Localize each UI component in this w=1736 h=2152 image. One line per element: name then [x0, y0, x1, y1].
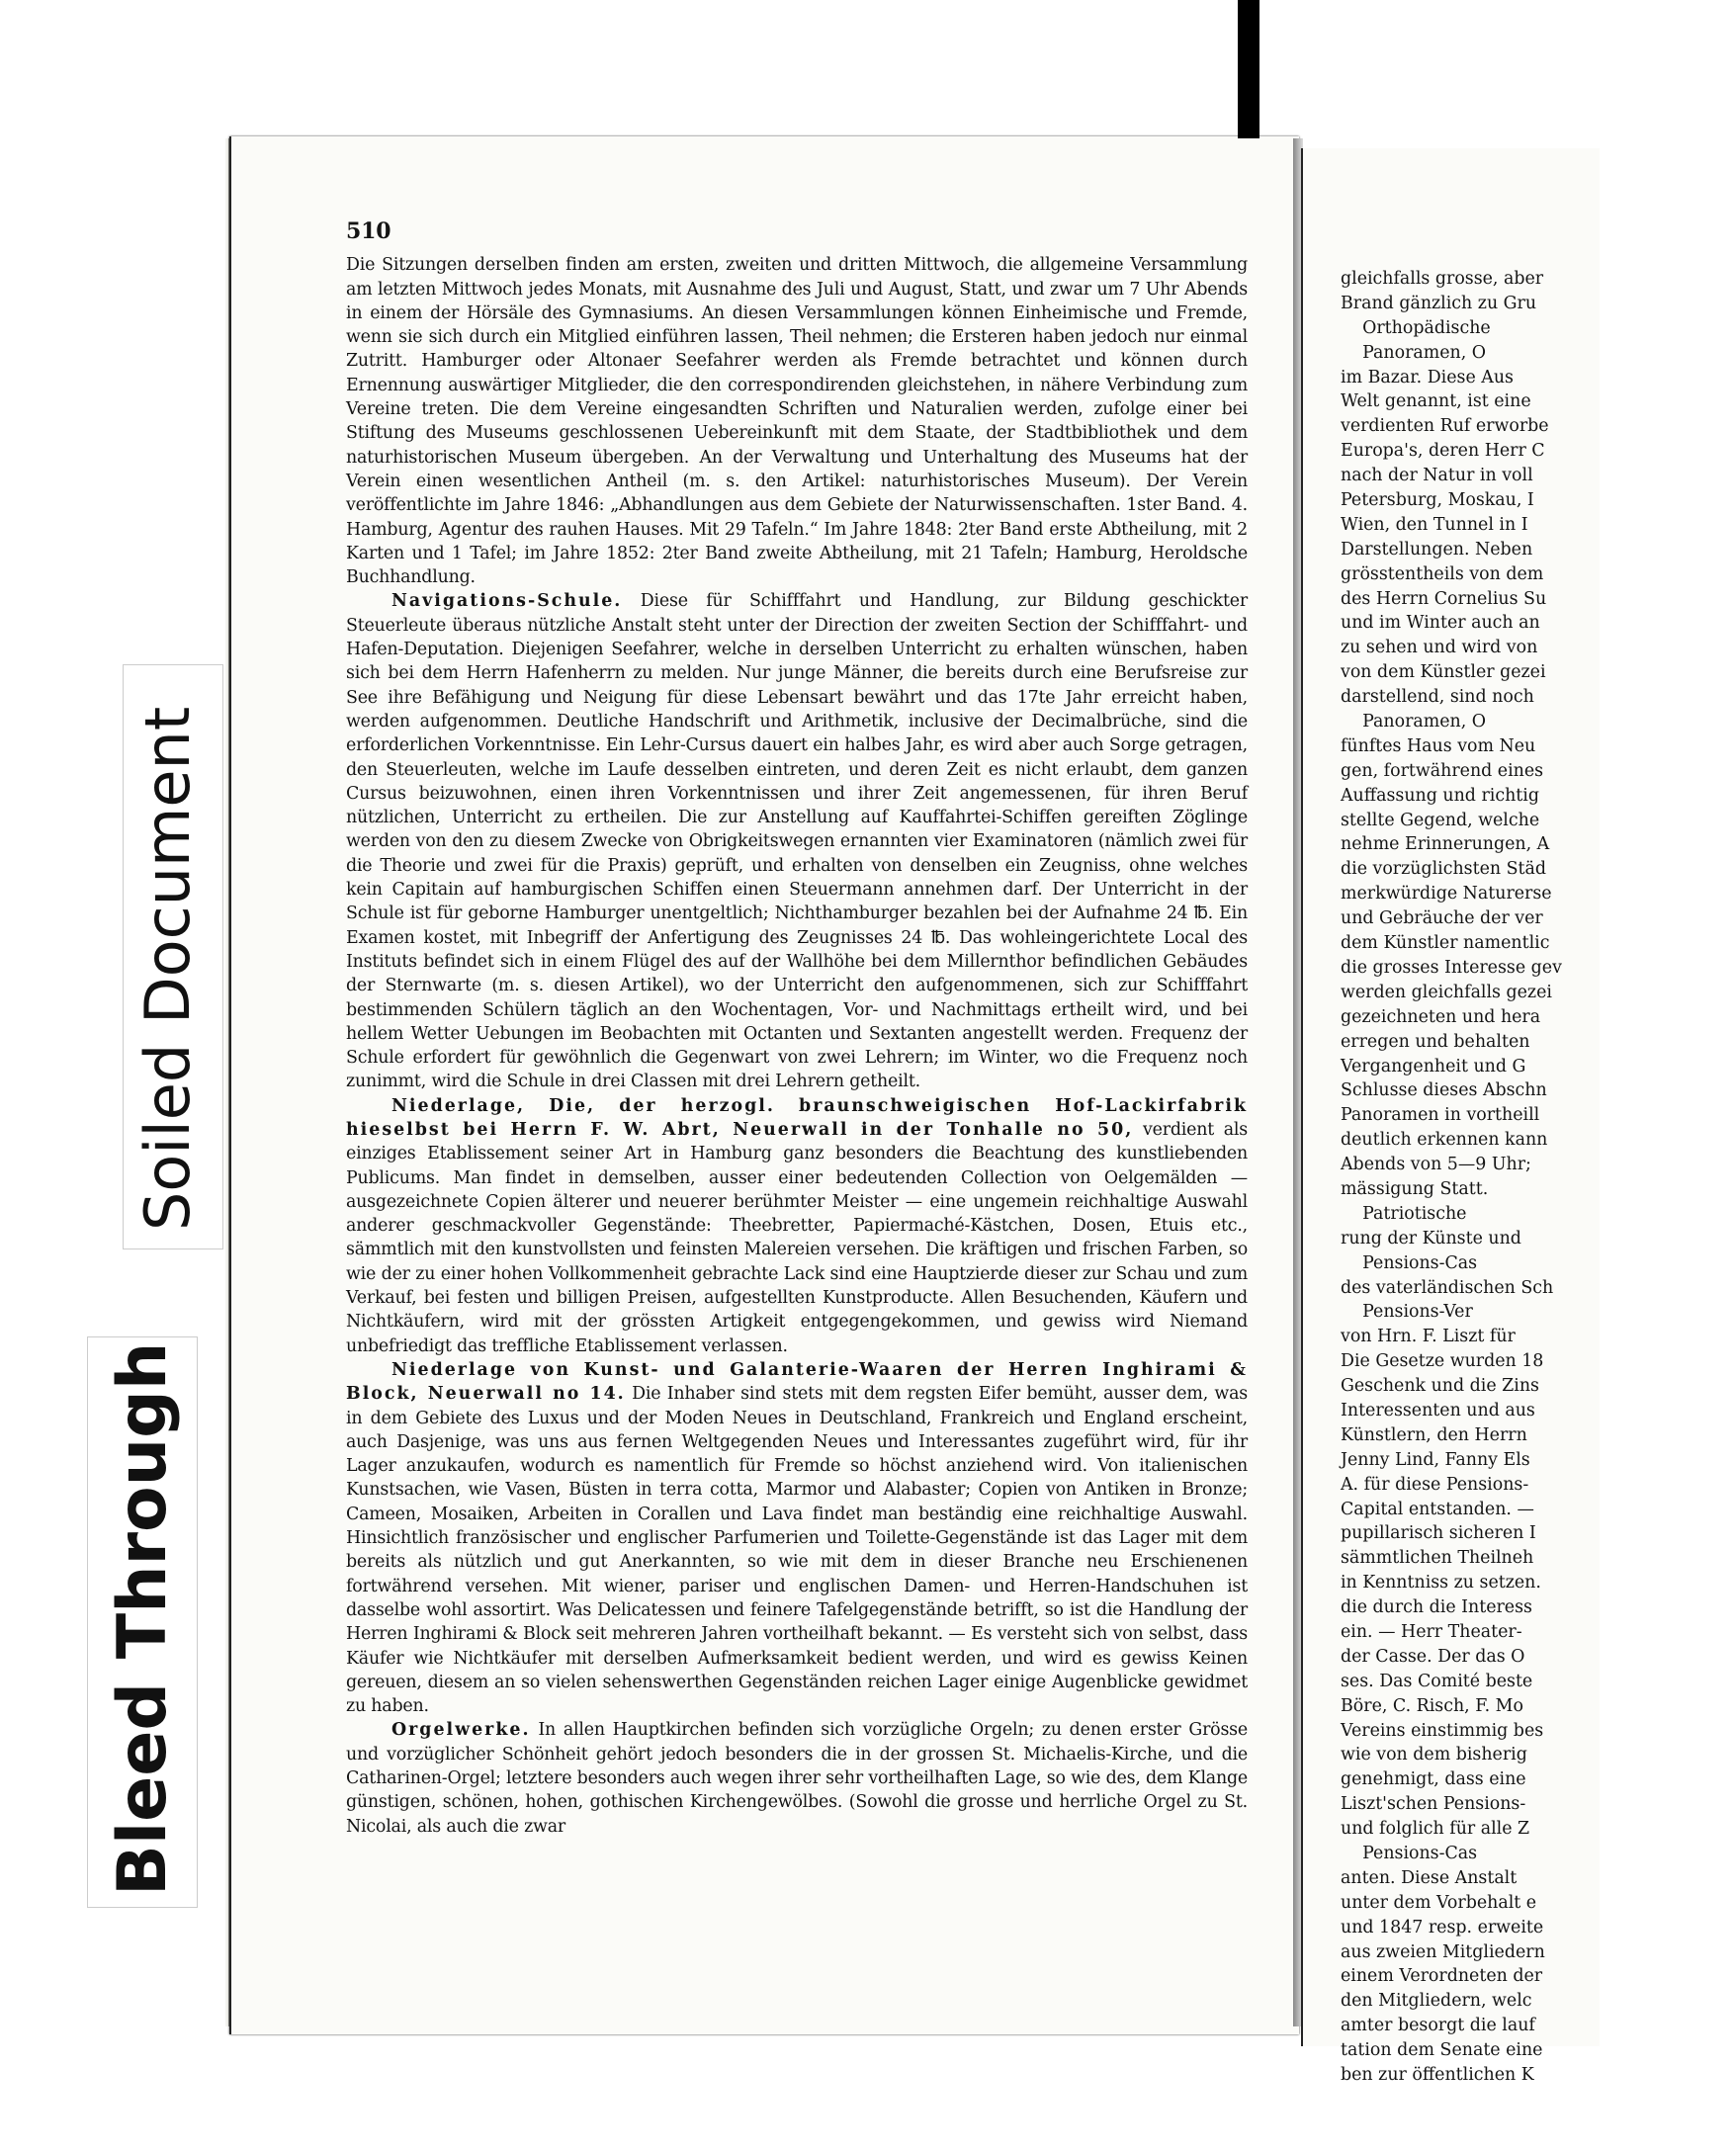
- bleed-through-label: [87, 1336, 198, 1908]
- right-page-line: und folglich für alle Z: [1341, 1819, 1530, 1840]
- right-page-line: nehme Erinnerungen, A: [1341, 834, 1550, 855]
- entry-paragraph: [346, 1094, 1248, 1358]
- right-page-line: ben zur öffentlichen K: [1341, 2065, 1534, 2086]
- right-page-line: Jenny Lind, Fanny Els: [1341, 1449, 1530, 1470]
- right-page-line: zu sehen und wird von: [1341, 638, 1538, 658]
- continued-paragraph: [346, 253, 1248, 589]
- page-number: 510: [346, 218, 391, 244]
- right-page-line: Liszt'schen Pensions-: [1341, 1794, 1526, 1815]
- right-page-line: Petersburg, Moskau, I: [1341, 490, 1534, 511]
- right-page-line: Böre, C. Risch, F. Mo: [1341, 1695, 1523, 1716]
- right-page-line: Pensions-Cas: [1341, 1252, 1478, 1273]
- paragraph-list: [346, 253, 1248, 1839]
- entry-title: Niederlage von Kunst- und Galanterie-Waaren der Herren Inghirami & Block, Neuerwall no 14.: [346, 1359, 1248, 1405]
- right-page-line: im Bazar. Diese Aus: [1341, 367, 1514, 387]
- right-page-line: Wien, den Tunnel in I: [1341, 514, 1528, 535]
- right-page-line: unter dem Vorbehalt e: [1341, 1892, 1537, 1913]
- entry-body: Diese für Schifffahrt und Handlung, zur Bildung geschickter Steuerleute überaus nützliche Anstalt steht unter der Direction der zweiten Section der Schifffahrt- und Hafen-Deputation. Diejenigen Seefahrer, welche in derselben Unterricht zu erhalten wünschen, haben sich bei dem Herrn Hafenherrn zu melden. Nur junge Männer, die bereits durch eine Berufsreise zur See ihre Befähigung und Neigung für diese Lebensart bewährt und das 17te Jahr erreicht haben, werden aufgenommen. Deutliche Handschrift und Arithmetik, inclusive der Decimalbrüche, sind die erforderlichen Vorkenntnisse. Ein Lehr-Cursus dauert ein halbes Jahr, es wird aber auch Sorge getragen, den Steuerleuten, welche im Laufe desselben eintreten, und deren Zeit es nicht erlaubt, dem ganzen Cursus beizuwohnen, einen ihren Vorkenntnissen und ihrer Zeit angemessenen, für ihren Beruf nützlichen, Unterricht zu ertheilen. Die zur Anstellung auf Kauffahrtei-Schiffen gereiften Zöglinge werden von den zu diesem Zwecke von Obrigkeitswegen ernannten vier Examinatoren (nämlich zwei für die Theorie und zwei für die Praxis) geprüft, und erhalten von denselben ein Zeugniss, ohne welches kein Capitain auf hamburgischen Schiffen einen Steuermann annehmen darf. Der Unterricht in der Schule ist für geborne Hamburger unentgeltlich; Nichthamburger bezahlen bei der Aufnahme 24 ℔. Ein Examen kostet, mit Inbegriff der Anfertigung des Zeugnisses 24 ℔. Das wohleingerichtete Local des Instituts befindet sich in einem Flügel des auf der Wallhöhe bei dem Millernthor befindlichen Gebäudes der Sternwarte (m. s. diesen Artikel), wo der Unterricht den aufgenommenen, sich zur Schifffahrt bestimmenden Schülern täglich an den Wochentagen, Vor- und Nachmittags ertheilt wird, und bei hellem Wetter Uebungen im Beobachten mit Octanten und Sextanten angestellt werden. Frequenz der Schule erfordert für gewöhnlich die Gegenwart von zwei Lehrern; im Winter, wo die Frequenz noch zunimmt, wird die Schule in drei Classen mit drei Lehrern getheilt.: [346, 591, 1248, 1092]
- right-page-line: und Gebräuche der ver: [1341, 908, 1543, 929]
- right-page-line: merkwürdige Naturerse: [1341, 884, 1552, 904]
- right-page-line: fünftes Haus vom Neu: [1341, 735, 1536, 756]
- right-page-line: Auffassung und richtig: [1341, 785, 1539, 806]
- right-page-line: in Kenntniss zu setzen.: [1341, 1573, 1541, 1593]
- entry-paragraph: [346, 1718, 1248, 1838]
- right-page-line: verdienten Ruf erworbe: [1341, 416, 1549, 437]
- right-page-line: Patriotische: [1341, 1203, 1467, 1224]
- entry-title: Navigations-Schule.: [391, 591, 623, 612]
- right-page-line: den Mitgliedern, welc: [1341, 1991, 1532, 2012]
- right-page-line: pupillarisch sicheren I: [1341, 1523, 1536, 1544]
- right-page-line: die durch die Interess: [1341, 1597, 1532, 1618]
- right-page-line: einem Verordneten der: [1341, 1966, 1543, 1987]
- right-page-line: und im Winter auch an: [1341, 613, 1540, 634]
- right-page-line: tation dem Senate eine: [1341, 2040, 1543, 2061]
- right-page-line: anten. Diese Anstalt: [1341, 1867, 1518, 1888]
- right-page-line: genehmigt, dass eine: [1341, 1769, 1526, 1790]
- right-page-line: rung der Künste und: [1341, 1228, 1521, 1248]
- right-page-line: Capital entstanden. —: [1341, 1499, 1534, 1519]
- right-page-line: ses. Das Comité beste: [1341, 1671, 1533, 1691]
- soiled-document-label: [123, 664, 223, 1249]
- binding-strip: [1238, 0, 1259, 138]
- entry-title: Orgelwerke.: [391, 1720, 531, 1741]
- right-page-line: Brand gänzlich zu Gru: [1341, 293, 1537, 313]
- right-page-line: der Casse. Der das O: [1341, 1646, 1525, 1667]
- entry-body: verdient als einziges Etablissement seiner Art in Hamburg ganz besonders die Beachtung des kunstliebenden Publicums. Man findet in demselben, ausser einer bedeutenden Collection von Oelgemälden — ausgezeichnete Copien älterer und neuerer berühmter Meister — eine ungemein reichhaltige Auswahl anderer geschmackvoller Gegenstände: Theebretter, Papiermaché-Kästchen, Dosen, Etuis etc., sämmtlich mit den kunstvollsten und feinsten Malereien versehen. Die kräftigen und frischen Farben, so wie der zu einer hohen Vollkommenheit gebrachte Lack sind eine Hauptzierde dieser zur Schau und zum Verkauf, bei festen und billigen Preisen, aufgestellten Kunstproducte. Allen Besuchenden, Käufern und Nichtkäufern, wird mit der grössten Artigkeit entgegengekommen, und gewiss wird Niemand unbefriedigt das treffliche Etablissement verlassen.: [346, 1119, 1248, 1356]
- right-page-line: Panoramen, O: [1341, 712, 1487, 732]
- entry-title: Niederlage, Die, der herzogl. braunschweigischen Hof-Lackirfabrik hieselbst bei Herrn F. W. Abrt, Neuerwall in der Tonhalle no 50,: [346, 1095, 1248, 1140]
- right-page-line: Abends von 5—9 Uhr;: [1341, 1155, 1531, 1175]
- right-page-line: Schlusse dieses Abschn: [1341, 1080, 1547, 1101]
- right-page-line: dem Künstler namentlic: [1341, 933, 1550, 954]
- entry-paragraph: [346, 589, 1248, 1093]
- right-page-line: Die Gesetze wurden 18: [1341, 1351, 1544, 1372]
- right-page-line: von Hrn. F. Liszt für: [1341, 1327, 1516, 1347]
- right-page-line: A. für diese Pensions-: [1341, 1474, 1529, 1495]
- right-page-line: Europa's, deren Herr C: [1341, 441, 1545, 462]
- right-page-line: Pensions-Cas: [1341, 1844, 1478, 1863]
- right-page-line: werden gleichfalls gezei: [1341, 982, 1552, 1002]
- right-page-line: Panoramen, O: [1341, 342, 1487, 363]
- right-page-line: erregen und behalten: [1341, 1031, 1530, 1052]
- entry-paragraph: [346, 1358, 1248, 1718]
- right-page-line: die grosses Interesse gev: [1341, 957, 1562, 978]
- right-page-line: grösstentheils von dem: [1341, 563, 1544, 584]
- right-page-line: Interessenten und aus: [1341, 1400, 1535, 1420]
- bleed-label-text: Bleed Through: [104, 1341, 182, 1896]
- right-page-text: [1341, 267, 1736, 2088]
- right-page-line: Vereins einstimmig bes: [1341, 1720, 1544, 1741]
- right-page-line: mässigung Statt.: [1341, 1178, 1489, 1199]
- right-page-line: von dem Künstler gezei: [1341, 662, 1546, 683]
- right-page-line: des Herrn Cornelius Su: [1341, 588, 1547, 609]
- right-page-line: Pensions-Ver: [1341, 1302, 1473, 1323]
- right-page-line: deutlich erkennen kann: [1341, 1130, 1548, 1151]
- right-page-line: gen, fortwährend eines: [1341, 760, 1544, 781]
- right-page-line: ein. — Herr Theater-: [1341, 1621, 1522, 1642]
- right-page-line: nach der Natur in voll: [1341, 466, 1533, 486]
- right-page-line: aus zweien Mitgliedern: [1341, 1941, 1545, 1962]
- left-page-text: [346, 219, 1248, 1839]
- entry-body: Die Inhaber sind stets mit dem regsten Eifer bemüht, ausser dem, was in dem Gebiete des Luxus und der Moden Neues in Deutschland, Frankreich und England erscheint, auch Dasjenige, was uns aus fernen Weltgegenden Neues und Interessantes zugeführt wird, für ihr Lager anzukaufen, wodurch es namentlich für Fremde so höchst anziehend wird. Von italienischen Kunstsachen, wie Vasen, Büsten in terra cotta, Marmor und Alabaster; Copien von Antiken in Bronze; Cameen, Mosaiken, Arbeiten in Corallen und Lava findet man beständig eine reichhaltige Auswahl. Hinsichtlich französischer und englischer Parfumerien und Toilette-Gegenstände ist das Lager mit dem bereits als nützlich und gut Anerkannten, so wie mit dem in dieser Branche neu Erschienenen fortwährend versehen. Mit wiener, pariser und englischen Damen- und Herren-Handschuhen ist dasselbe wohl assortirt. Was Delicatessen und feinere Tafelgegenstände betrifft, so ist die Handlung der Herren Inghirami & Block seit mehreren Jahren vortheilhaft bekannt. — Es versteht sich von selbst, dass Käufer wie Nichtkäufer mit derselben Aufmerksamkeit bedient werden, und wird es gewiss Keinen gereuen, diesem an so vielen sehenswerthen Gegenständen reichen Lager einige Augenblicke gewidmet zu haben.: [346, 1384, 1248, 1717]
- right-page-line: gleichfalls grosse, aber: [1341, 269, 1544, 289]
- entry-body: Die Sitzungen derselben finden am ersten, zweiten und dritten Mittwoch, die allgemeine Versammlung am letzten Mittwoch jedes Monats, mit Ausnahme des Juli und August, Statt, und zwar um 7 Uhr Abends in einem der Hörsäle des Gymnasiums. An diesen Versammlungen können Einheimische und Fremde, wenn sie sich durch ein Mitglied einführen lassen, Theil nehmen; die Ersteren haben jedoch nur einmal Zutritt. Hamburger oder Altonaer Seefahrer werden als Fremde betrachtet und können durch Ernennung auswärtiger Mitglieder, die den correspondirenden gleichstehen, in nähere Verbindung zum Vereine treten. Die dem Vereine eingesandten Schriften und Naturalien werden, zufolge einer bei Stiftung des Museums geschlossenen Uebereinkunft mit dem Staate, der Stadtbibliothek und dem naturhistorischen Museum übergeben. An der Verwaltung und Unterhaltung des Museums hat der Verein einen wesentlichen Antheil (m. s. den Artikel: naturhistorisches Museum). Der Verein veröffentlichte im Jahre 1846: „Abhandlungen aus dem Gebiete der Naturwissenschaften. 1ster Band. 4. Hamburg, Agentur des rauhen Hauses. Mit 29 Tafeln.“ Im Jahre 1848: 2ter Band erste Abtheilung, mit 2 Karten und 1 Tafel; im Jahre 1852: 2ter Band zweite Abtheilung, mit 21 Tafeln; Hamburg, Heroldsche Buchhandlung.: [346, 255, 1248, 588]
- right-page-line: und 1847 resp. erweite: [1341, 1917, 1544, 1937]
- right-page-line: Panoramen in vortheill: [1341, 1105, 1540, 1126]
- right-page-line: sämmtlichen Theilneh: [1341, 1548, 1534, 1569]
- right-page-line: Vergangenheit und G: [1341, 1056, 1526, 1076]
- right-page-line: gezeichneten und hera: [1341, 1006, 1541, 1027]
- right-page-line: Künstlern, den Herrn: [1341, 1424, 1527, 1445]
- right-page-line: amter besorgt die lauf: [1341, 2016, 1535, 2036]
- right-page-line: wie von dem bisherig: [1341, 1745, 1527, 1765]
- right-page-line: Welt genannt, ist eine: [1341, 391, 1531, 412]
- entry-body: In allen Hauptkirchen befinden sich vorzügliche Orgeln; zu denen erster Grösse und vorzüglicher Schönheit gehört jedoch besonders die in der grossen St. Michaelis-Kirche, und die Catharinen-Orgel; letztere besonders auch wegen ihrer sehr vortheilhaften Lage, so wie des, dem Klange günstigen, schönen, hohen, gothischen Kirchengewölbes. (Sowohl die grosse und herrliche Orgel zu St. Nicolai, als auch die zwar: [346, 1720, 1248, 1837]
- right-page-line: Orthopädische: [1341, 317, 1491, 338]
- right-page-line: die vorzüglichsten Städ: [1341, 859, 1547, 880]
- right-page-line: Darstellungen. Neben: [1341, 539, 1533, 560]
- right-page-line: Geschenk und die Zins: [1341, 1376, 1539, 1397]
- right-page-line: des vaterländischen Sch: [1341, 1277, 1554, 1298]
- right-page-line: stellte Gegend, welche: [1341, 810, 1540, 830]
- right-page: [1301, 148, 1600, 2086]
- soiled-label-text: Soiled Document: [131, 706, 204, 1231]
- right-page-line: darstellend, sind noch: [1341, 687, 1534, 708]
